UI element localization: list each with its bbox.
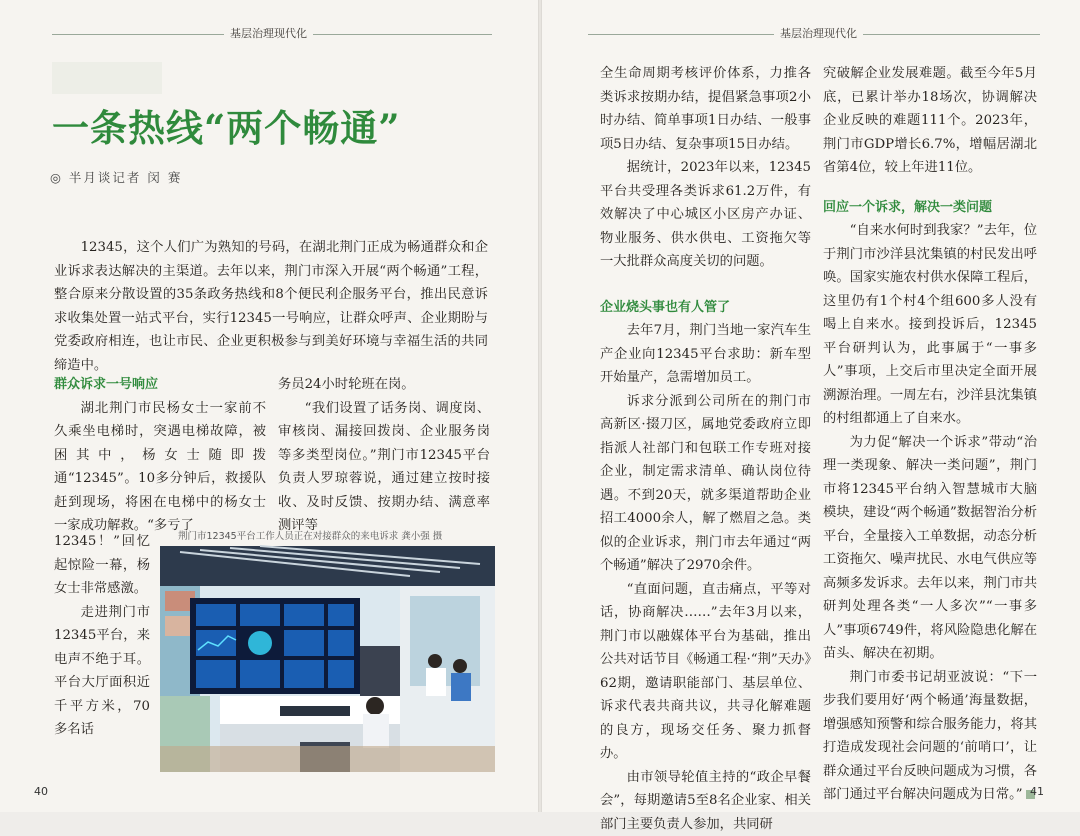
paragraph: [823, 666, 1037, 807]
lead-paragraph: 12345，这个人们广为熟知的号码，在湖北荆门正成为畅通群众和企业诉求表达解决的主渠道。去年以来，荆门市深入开展“两个畅通”工程，整合原来分散设置的35条政务热线和8个便民利企服务平台，推出民意诉求收集处置一站式平台，实行12345一号响应，让群众呼声、企业期盼与党委政府相连，也让市民、企业更积极参与到美好环境与幸福生活的共同缔造中。: [54, 236, 488, 377]
paragraph: 据统计，2023年以来，12345平台共受理各类诉求61.2万件，有效解决了中心城区小区房产办证、物业服务、供水供电、工资拖欠等一大批群众高度关切的问题。: [600, 156, 811, 274]
page-number-right: 41: [1030, 785, 1044, 798]
call-center-illustration: [160, 546, 495, 772]
column-1: [54, 373, 266, 538]
paragraph: 湖北荆门市民杨女士一家前不久乘坐电梯时，突遇电梯故障，被困其中，杨女士随即拨通“12345”。10多分钟后，救援队赶到现场，将困在电梯中的杨女士一家成功解救。“多亏了: [54, 397, 266, 538]
section-heading-1: 群众诉求一号响应: [54, 373, 266, 397]
paragraph: 为力促“解决一个诉求”带动“治理一类现象、解决一类问题”，荆门市将12345平台纳入智慧城市大脑模块，建设“两个畅通”数据智治分析平台，全量接入工单数据，动态分析工资拖欠、噪声扰民、水电气供应等高频多发诉求。去年以来，荆门市共研判处理各类“一人多次”“一事多人”事项6749件，将风险隐患化解在苗头、解决在初期。: [823, 431, 1037, 666]
paragraph: 全生命周期考核评价体系，力推各类诉求按期办结，提倡紧急事项2小时办结、简单事项1日办结、一般事项5日办结、复杂事项15日办结。: [600, 62, 811, 156]
paragraph: 走进荆门市12345平台，来电声不绝于耳。平台大厅面积近千平方米，70多名话: [54, 601, 150, 742]
column-3: [600, 62, 811, 836]
paragraph: “我们设置了话务岗、调度岗、审核岗、漏接回拨岗、企业服务岗等多类型岗位。”荆门市12345平台负责人罗琼蓉说，通过建立按时接收、及时反馈、按期办结、满意率测评等: [278, 397, 490, 538]
right-page: [542, 0, 1080, 812]
paragraph: 12345！”回忆起惊险一幕，杨女士非常感激。: [54, 530, 150, 601]
column-1-narrow: [54, 530, 150, 742]
header-label-left: 基层治理现代化: [224, 25, 313, 41]
paragraph: 务员24小时轮班在岗。: [278, 373, 490, 397]
header-label-right: 基层治理现代化: [774, 25, 863, 41]
paragraph: “自来水何时到我家？”去年，位于荆门市沙洋县沈集镇的村民发出呼唤。国家实施农村供水保障工程后，这里仍有1个村4个组600多人没有喝上自来水。接到投诉后，12345平台研判认为，此事属于“一事多人”事项，上交后市里决定全面开展溯源治理。一周左右，沙洋县沈集镇的村组都通上了自来水。: [823, 219, 1037, 431]
column-4: [823, 62, 1037, 807]
left-page: [0, 0, 538, 812]
page-number-left: 40: [34, 785, 48, 798]
call-center-photo: [160, 546, 495, 772]
byline: ◎ 半月谈记者 闵 赛: [50, 168, 182, 186]
paragraph: 诉求分派到公司所在的荆门市高新区·掇刀区，属地党委政府立即指派人社部门和包联工作专班对接企业，制定需求清单、确认岗位待遇。不到20天，就多渠道帮助企业招工4000余人，解了燃眉之急。类似的企业诉求，荆门市去年通过“两个畅通”解决了2970余件。: [600, 390, 811, 578]
closing-quote-text: 荆门市委书记胡亚波说：“下一步我们要用好‘两个畅通’海量数据，增强感知预警和综合服务能力，将其打造成发现社会问题的‘前哨口’，让群众通过平台反映问题成为习惯，各部门通过平台解决问题成为日常。”: [823, 670, 1037, 803]
article-title: 一条热线“两个畅通”: [52, 98, 401, 152]
column-2: [278, 373, 490, 538]
paragraph: 究破解企业发展难题。截至今年5月底，已累计举办18场次，协调解决企业反映的难题111个。2023年，荆门市GDP增长6.7%，增幅居湖北省第4位，较上年进11位。: [823, 62, 1037, 180]
paragraph: 由市领导轮值主持的“政企早餐会”，每期邀请5至8名企业家、相关部门主要负责人参加，共同研: [600, 766, 811, 836]
faded-background-text: [52, 62, 162, 94]
section-heading-3: 回应一个诉求，解决一类问题: [823, 196, 1037, 220]
photo-caption: 荆门市12345平台工作人员正在对接群众的来电诉求 龚小强 摄: [178, 528, 508, 542]
paragraph: 去年7月，荆门当地一家汽车生产企业向12345平台求助：新车型开始量产，急需增加员工。: [600, 319, 811, 390]
paragraph: “直面问题，直击痛点，平等对话，协商解决……”去年3月以来，荆门市以融媒体平台为基础，推出公共对话节目《畅通工程·“荆”天办》62期，邀请职能部门、基层单位、诉求代表共商共议，共寻化解难题的良方，现场交任务、聚力抓督办。: [600, 578, 811, 766]
section-heading-2: 企业烧头事也有人管了: [600, 296, 811, 320]
